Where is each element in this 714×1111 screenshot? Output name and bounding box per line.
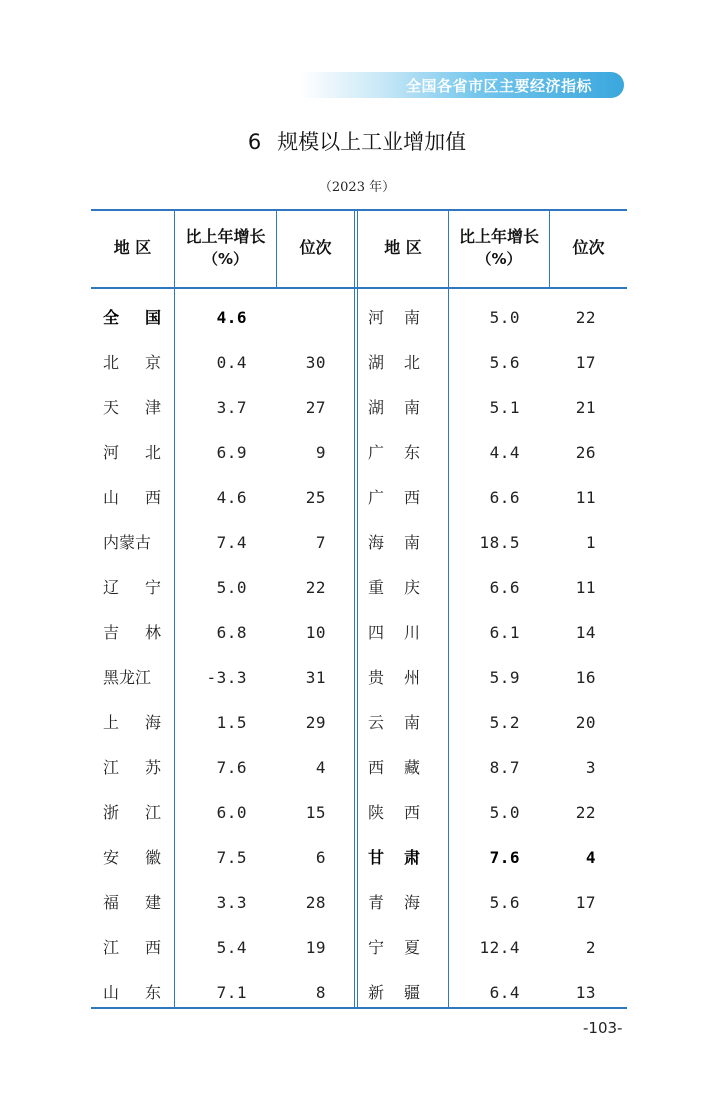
table-row	[91, 295, 627, 340]
title-text: 规模以上工业增加值	[277, 130, 467, 154]
region-char: 南	[403, 533, 420, 552]
growth-cell: 4.6	[216, 308, 247, 327]
growth-cell: 3.7	[216, 398, 247, 417]
region-cell	[368, 430, 420, 475]
growth-cell: 4.4	[489, 443, 520, 462]
table-row	[91, 745, 627, 790]
table-row	[91, 430, 627, 475]
rank-cell: 7	[315, 533, 326, 552]
table-row	[91, 610, 627, 655]
rank-cell: 29	[305, 713, 326, 732]
growth-cell: -3.3	[206, 668, 247, 687]
page-number: -103-	[583, 1019, 623, 1037]
growth-cell: 18.5	[479, 533, 520, 552]
table-row	[91, 700, 627, 745]
region-char: 国	[144, 308, 161, 327]
growth-cell: 5.9	[489, 668, 520, 687]
rank-cell: 9	[315, 443, 326, 462]
table-row	[91, 565, 627, 610]
region-cell	[368, 790, 420, 835]
rank-cell: 15	[305, 803, 326, 822]
growth-cell: 5.0	[216, 578, 247, 597]
region-char: 夏	[403, 938, 420, 957]
header-region-left: 地 区	[113, 238, 152, 257]
region-char: 西	[368, 758, 385, 777]
table-row	[91, 880, 627, 925]
region-char: 四	[368, 623, 385, 642]
region-cell	[368, 925, 420, 970]
rank-cell: 19	[305, 938, 326, 957]
table-row	[91, 520, 627, 565]
year-subtitle: （2023 年）	[318, 180, 396, 195]
region-char: 州	[403, 668, 420, 687]
region-char: 福	[103, 893, 120, 912]
region-cell	[368, 385, 420, 430]
region-char: 重	[368, 578, 385, 597]
region-char: 宁	[144, 578, 161, 597]
growth-cell: 6.1	[489, 623, 520, 642]
region-char: 庆	[403, 578, 420, 597]
growth-cell: 7.1	[216, 983, 247, 1002]
region-cell	[368, 295, 420, 340]
region-cell	[368, 880, 420, 925]
table-row	[91, 970, 627, 1015]
region-char: 山	[103, 488, 120, 507]
rank-cell: 10	[305, 623, 326, 642]
banner-text: 全国各省市区主要经济指标	[405, 77, 592, 95]
growth-cell: 5.2	[489, 713, 520, 732]
region-char: 云	[368, 713, 385, 732]
rank-cell: 20	[575, 713, 596, 732]
region-cell	[368, 565, 420, 610]
rank-cell: 6	[315, 848, 326, 867]
header-rank-left: 位次	[299, 238, 332, 257]
region-cell	[368, 610, 420, 655]
region-cell	[368, 700, 420, 745]
region-char: 林	[144, 623, 161, 642]
region-char: 陕	[368, 803, 385, 822]
growth-cell: 6.4	[489, 983, 520, 1002]
header-region-right: 地 区	[384, 238, 422, 257]
growth-cell: 5.0	[489, 308, 520, 327]
growth-cell: 7.6	[216, 758, 247, 777]
region-char: 海	[403, 893, 420, 912]
growth-cell: 0.4	[216, 353, 247, 372]
region-char: 南	[403, 713, 420, 732]
header-growth-right: 比上年增长 （%）	[458, 227, 539, 268]
region-char: 南	[403, 398, 420, 417]
table-row	[91, 385, 627, 430]
region-char: 甘	[368, 848, 385, 867]
region-char: 肃	[403, 848, 420, 867]
rank-cell: 16	[575, 668, 596, 687]
region-char: 贵	[368, 668, 385, 687]
region-char: 藏	[403, 758, 420, 777]
region-cell	[368, 745, 420, 790]
rank-cell: 13	[575, 983, 596, 1002]
region-char: 宁	[368, 938, 385, 957]
rank-cell: 22	[575, 308, 596, 327]
growth-cell: 4.6	[216, 488, 247, 507]
rank-cell: 17	[575, 893, 596, 912]
growth-cell: 5.6	[489, 893, 520, 912]
region-char: 全	[103, 308, 120, 327]
region-char: 湖	[368, 353, 385, 372]
region-char: 辽	[103, 578, 120, 597]
table-row	[91, 340, 627, 385]
region-char: 安	[103, 848, 120, 867]
rank-cell: 11	[575, 578, 596, 597]
growth-cell: 6.0	[216, 803, 247, 822]
growth-cell: 12.4	[479, 938, 520, 957]
region-char: 湖	[368, 398, 385, 417]
region-char: 徽	[144, 848, 161, 867]
rank-cell: 17	[575, 353, 596, 372]
growth-cell: 7.5	[216, 848, 247, 867]
table-row	[91, 790, 627, 835]
rank-cell: 21	[575, 398, 596, 417]
rank-cell: 3	[585, 758, 596, 777]
region-char: 建	[144, 893, 161, 912]
region-char: 北	[103, 353, 120, 372]
region-char: 北	[403, 353, 420, 372]
region-char: 苏	[144, 758, 161, 777]
rank-cell: 22	[575, 803, 596, 822]
region-cell	[368, 835, 420, 880]
table-row	[91, 835, 627, 880]
region-cell	[368, 655, 420, 700]
region-cell	[368, 520, 420, 565]
region-char: 天	[103, 398, 120, 417]
growth-cell: 6.9	[216, 443, 247, 462]
rank-cell: 4	[585, 848, 596, 867]
growth-cell: 7.4	[216, 533, 247, 552]
title-number: 6	[247, 130, 262, 154]
growth-cell: 5.4	[216, 938, 247, 957]
region-char: 江	[103, 758, 120, 777]
region-char: 海	[144, 713, 161, 732]
region-char: 广	[368, 443, 385, 462]
growth-cell: 6.6	[489, 578, 520, 597]
rank-cell: 2	[585, 938, 596, 957]
growth-cell: 6.8	[216, 623, 247, 642]
region-char: 山	[103, 983, 120, 1002]
region-cell	[368, 475, 420, 520]
region-char: 南	[403, 308, 420, 327]
table-row	[91, 475, 627, 520]
region-char: 江	[103, 938, 120, 957]
region-char: 西	[403, 803, 420, 822]
region-char: 京	[144, 353, 161, 372]
growth-cell: 5.1	[489, 398, 520, 417]
rank-cell: 14	[575, 623, 596, 642]
growth-cell: 3.3	[216, 893, 247, 912]
header-growth-left: 比上年增长 （%）	[185, 227, 266, 268]
region-char: 河	[368, 308, 385, 327]
growth-cell: 7.6	[489, 848, 520, 867]
table-row	[91, 925, 627, 970]
region-char: 广	[368, 488, 385, 507]
page-title	[0, 126, 714, 156]
rank-cell: 28	[305, 893, 326, 912]
growth-cell: 1.5	[216, 713, 247, 732]
region-char: 东	[144, 983, 161, 1002]
growth-cell: 6.6	[489, 488, 520, 507]
rank-cell: 1	[585, 533, 596, 552]
region-char: 疆	[403, 983, 420, 1002]
rank-cell: 22	[305, 578, 326, 597]
region-char: 上	[103, 713, 120, 732]
rank-cell: 30	[305, 353, 326, 372]
region-char: 内蒙古	[103, 533, 152, 552]
region-char: 海	[368, 533, 385, 552]
rank-cell: 8	[315, 983, 326, 1002]
rank-cell: 11	[575, 488, 596, 507]
region-cell	[368, 340, 420, 385]
region-char: 吉	[103, 623, 120, 642]
region-char: 江	[144, 803, 161, 822]
growth-cell: 5.6	[489, 353, 520, 372]
rank-cell: 25	[305, 488, 326, 507]
region-char: 青	[368, 893, 385, 912]
region-char: 新	[368, 983, 385, 1002]
region-char: 东	[403, 443, 420, 462]
region-char: 黑龙江	[103, 668, 152, 687]
region-char: 浙	[103, 803, 120, 822]
region-char: 津	[144, 398, 161, 417]
region-char: 河	[103, 443, 120, 462]
table-header-rule	[91, 287, 627, 289]
table-row	[91, 655, 627, 700]
rank-cell: 31	[305, 668, 326, 687]
region-char: 西	[144, 938, 161, 957]
rank-cell: 4	[315, 758, 326, 777]
region-char: 西	[144, 488, 161, 507]
region-char: 北	[144, 443, 161, 462]
growth-cell: 8.7	[489, 758, 520, 777]
region-char: 西	[403, 488, 420, 507]
header-rank-right: 位次	[572, 238, 605, 257]
region-char: 川	[403, 623, 420, 642]
section-banner	[300, 72, 624, 98]
region-cell	[368, 970, 420, 1015]
rank-cell: 27	[305, 398, 326, 417]
data-table	[91, 209, 627, 1009]
growth-cell: 5.0	[489, 803, 520, 822]
rank-cell: 26	[575, 443, 596, 462]
